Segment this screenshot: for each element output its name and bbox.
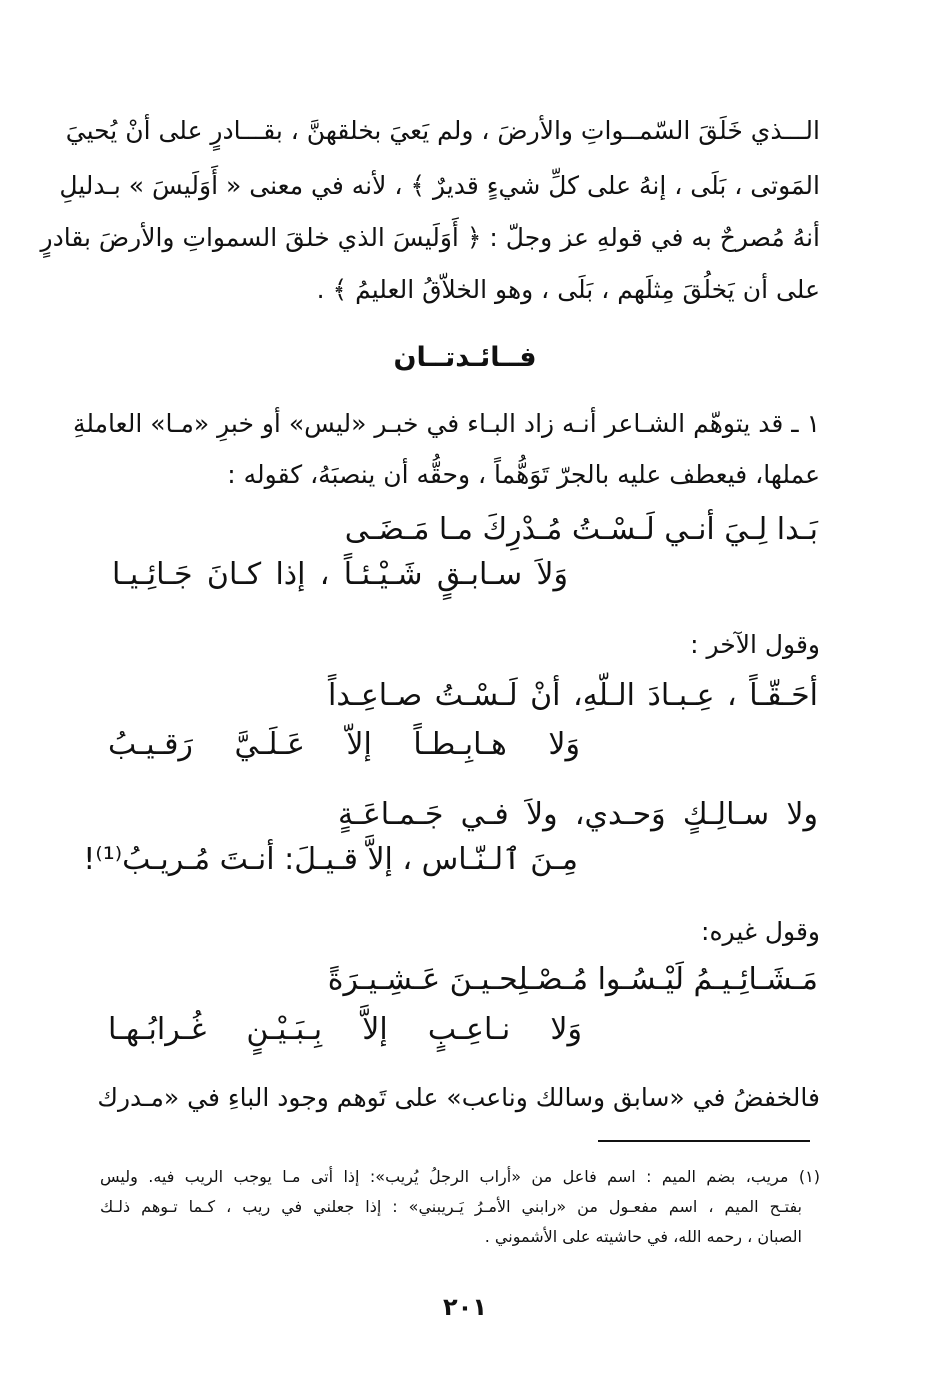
footnote-line: الصبان ، رحمه الله، في حاشيته على الأشموني . [484, 1227, 802, 1246]
verse-hemistich-first: أحَـقّـاً ، عِـبـادَ الـلّهِ، أنْ لَـسْـتُ صـاعِـداً [328, 678, 818, 713]
footnote-line: بفتـح الميم ، اسم مفعـول من «رابني الأمـرُ يَـريبني» : إذا جعلني في ريب ، كـما تـوهم ذلـك [100, 1197, 802, 1216]
verse-hemistich-first: مَـشَـائِـيـمُ لَيْـسُـوا مُـصْـلِحـيـنَ عَـشِـيـرَةً [327, 962, 818, 997]
body-text-line: أنهُ مُصرحٌ به في قولهِ عز وجلّ : ﴿ أَوَلَيسَ الذي خلقَ السمواتِ والأرضَ بقادرٍ [40, 223, 820, 252]
body-text-line: ١ ـ قد يتوهّم الشـاعر أنـه زاد البـاء في خبـر «ليس» أو خبرِ «مـا» العاملةِ [72, 409, 820, 438]
section-heading: فــائـدتــان [393, 342, 537, 373]
verse-intro: وقول غيره: [701, 917, 820, 946]
page-number: ٢٠١ [443, 1293, 487, 1321]
verse-hemistich-first: ولا سـالِـكٍ وَحـدي، ولاَ فـي جَـمـاعَـةٍ [338, 797, 818, 832]
verse-hemistich-second: وَلا هـابِـطـاً إلاّ عَـلَـيَّ رَقـيـبُ [108, 727, 580, 762]
verse-hemistich-first: بَـدا لِـيَ أنـي لَـسْـتُ مُـدْرِكَ مـا مَـضَـى [344, 512, 818, 547]
verse-hemistich-second: وَلا نـاعِـبٍ إلاَّ بِـبَـيْـنٍ غُـرابُـهـا [108, 1012, 582, 1047]
body-text-line: الـــذي خَلَقَ السّمــواتِ والأرضَ ، ولم يَعيَ بخلقهنَّ ، بقـــادرٍ على أنْ يُحييَ [65, 116, 820, 145]
body-text-line: على أن يَخلُقَ مِثلَهم ، بَلَى ، وهو الخلاّقُ العليمُ ﴾ . [316, 275, 820, 304]
verse-hemistich-second: مِـنَ ٱلـنّـاس ، إلاَّ قـيـلَ: أنـتَ مُـريـبُ⁽¹⁾! [83, 842, 578, 877]
body-text-line: عملها، فيعطف عليه بالجرّ تَوَهُّماً ، وحقُّه أن ينصبَهُ، كقوله : [227, 460, 820, 489]
body-text-line: فالخفضُ في «سابق وسالك وناعب» على تَوهم وجود الباءِ في «مـدرك [97, 1083, 820, 1112]
footnote-line: (١) مريب، بضم الميم : اسم فاعل من «أراب الرجلُ يُريب»: إذا أتى مـا يوجب الريب فيه. وليس [100, 1167, 820, 1186]
footnote-separator [598, 1140, 810, 1142]
verse-hemistich-second: وَلاَ سـابـقٍ شَـيْـئـاً ، إذا كـانَ جَـائِـيـا [112, 557, 568, 592]
verse-intro: وقول الآخر : [690, 630, 820, 659]
body-text-line: المَوتى ، بَلَى ، إنهُ على كلِّ شيءٍ قديرٌ ﴾ ، لأنه في معنى « أَوَلَيسَ » بـدليلِ [59, 171, 820, 200]
